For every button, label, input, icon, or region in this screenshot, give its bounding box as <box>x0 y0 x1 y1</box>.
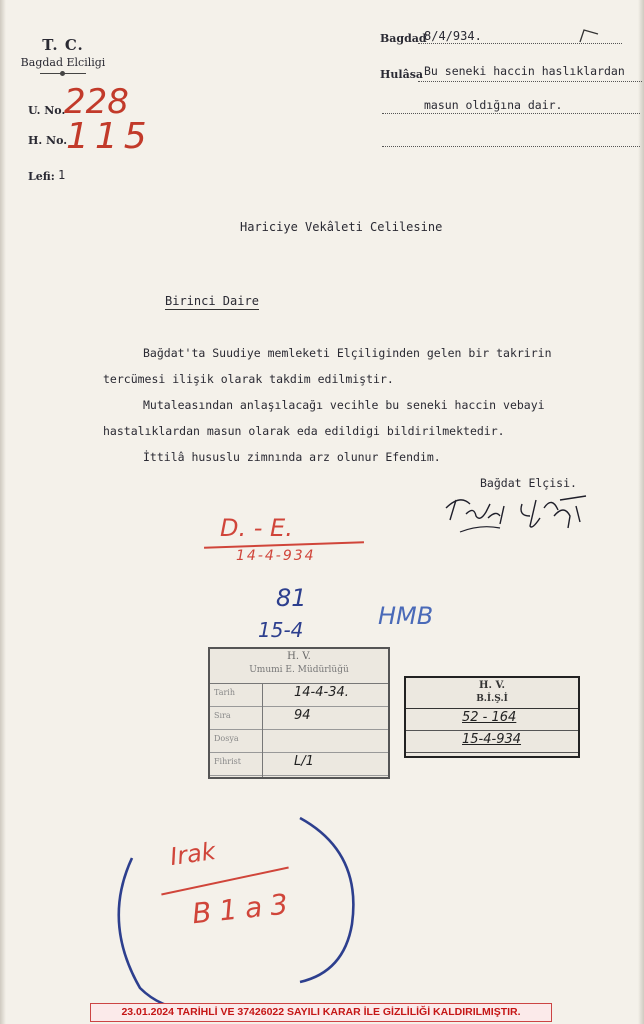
page-edge-right <box>638 0 644 1024</box>
stamp-right-title: H. V. <box>479 680 505 691</box>
stamp-left-row-label: Tarih <box>214 688 236 697</box>
letter-date: 8/4/934. <box>424 29 482 43</box>
stamp-left-row-value: 94 <box>294 708 311 723</box>
letterhead-embassy: Bagdad Elciligi <box>20 56 106 69</box>
hulasa-dotline-2 <box>382 113 640 114</box>
body-line-2: tercümesi ilişik olarak takdim edilmiştir. <box>103 372 394 386</box>
recipient: Hariciye Vekâleti Celilesine <box>240 220 443 234</box>
stamp-right-row <box>406 730 578 753</box>
declassification-note: 23.01.2024 TARİHLİ VE 37426022 SAYILI KARAR İLE GİZLİLİĞİ KALDIRILMIŞTIR. <box>90 1003 552 1022</box>
signature <box>440 486 600 550</box>
red-annotation-top: D. - E. <box>220 514 293 542</box>
hulasa-dotline-3 <box>382 146 640 147</box>
h-no-label: H. No. <box>28 134 68 147</box>
blue-initials: HMB <box>378 602 434 630</box>
blue-annotation-number: 81 <box>276 584 307 612</box>
stamp-left-row-label: Sıra <box>214 711 231 720</box>
letterhead-tc: T. C. <box>42 36 84 54</box>
blue-annotation-date: 15-4 <box>258 618 304 642</box>
stamp-right-subtitle: B.İ.Ş.İ <box>476 694 508 704</box>
stamp-left-row <box>210 706 388 730</box>
body-line-5: İttilâ hususlu zimnında arz olunur Efendim. <box>143 450 441 464</box>
stamp-right-row-value: 52 - 164 <box>462 710 517 725</box>
stamp-left-row-label: Fihrist <box>214 757 241 766</box>
registry-stamp-right <box>404 676 580 758</box>
stamp-left-row-label: Dosya <box>214 734 239 743</box>
stamp-left-row-value: 14-4-34. <box>294 685 349 700</box>
hulasa-dotline-1 <box>418 81 642 82</box>
place-label: Bagdad <box>380 32 427 45</box>
u-no-value: 228 <box>64 82 129 122</box>
signer-title: Bağdat Elçisi. <box>480 476 577 490</box>
red-annotation-code: B1a3 <box>190 886 298 931</box>
stamp-left-row <box>210 752 388 776</box>
body-line-1: Bağdat'ta Suudiye memleketi Elçiliginden gelen bir takririn <box>143 346 552 360</box>
hulasa-line-1: Bu seneki haccin haslıklardan <box>424 64 625 78</box>
registry-stamp-left <box>208 647 390 779</box>
hulasa-label: Hulâsa <box>380 68 424 81</box>
red-annotation-date: 14-4-934 <box>236 548 316 564</box>
lefi-label: Lefi: <box>28 170 55 183</box>
h-no-value: 115 <box>66 116 153 157</box>
stamp-right-row <box>406 708 578 731</box>
hulasa-line-2: masun oldığına dair. <box>424 98 563 112</box>
stamp-left-row <box>210 729 388 753</box>
body-line-3: Mutaleasından anlaşılacağı vecihle bu seneki haccin vebayi <box>143 398 545 412</box>
letterhead <box>18 36 108 74</box>
red-annotation-iraq: Irak <box>168 836 218 872</box>
page-edge-left <box>0 0 6 1024</box>
stamp-left-row-value: L/1 <box>294 754 314 769</box>
lefi-value: 1 <box>58 168 66 182</box>
stamp-right-row-value: 15-4-934 <box>462 732 522 747</box>
stamp-left-vline <box>262 683 263 777</box>
letterhead-rule <box>40 73 86 74</box>
u-no-label: U. No. <box>28 104 66 117</box>
stamp-left-subtitle: Umumi E. Müdürlüğü <box>249 665 349 675</box>
signature-scrawl <box>440 486 600 546</box>
body-line-4: hastalıklardan masun olarak eda edildigi bildirilmektedir. <box>103 424 505 438</box>
department: Birinci Daire <box>165 294 259 308</box>
date-mark-icon <box>578 26 600 44</box>
stamp-left-row <box>210 683 388 707</box>
stamp-left-title: H. V. <box>287 651 311 662</box>
